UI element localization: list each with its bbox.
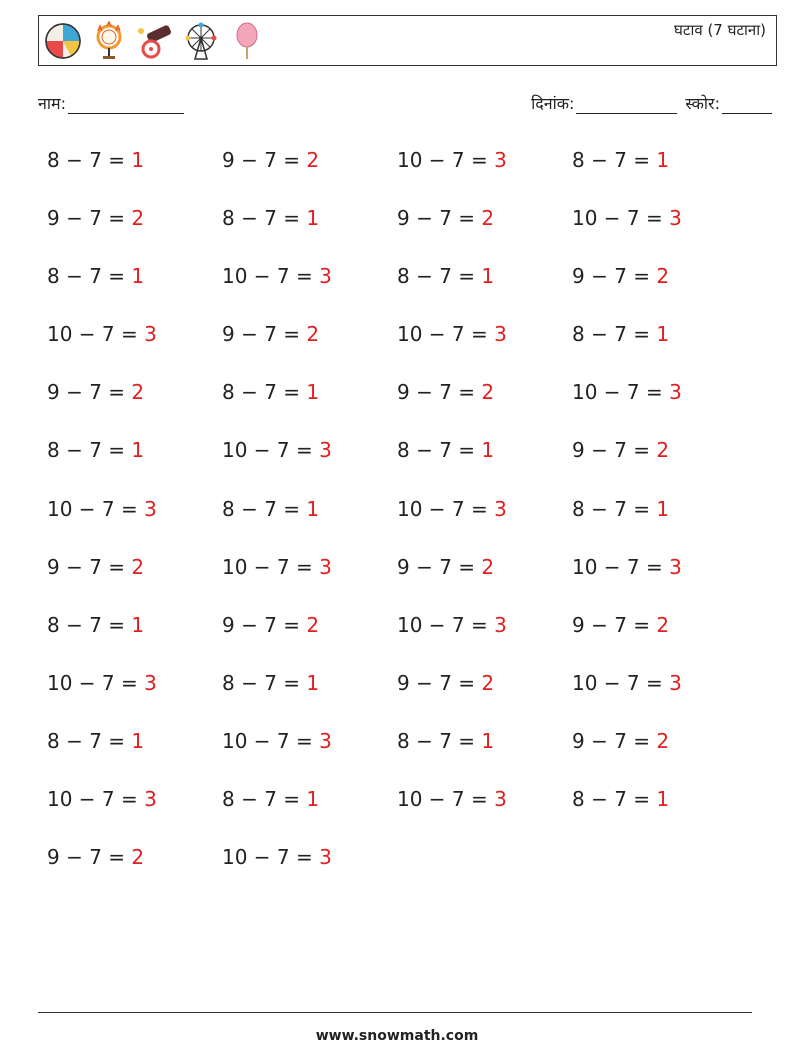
problem-item bbox=[572, 610, 747, 668]
problem-answer: 3 bbox=[144, 496, 157, 521]
problem-question: 10 − 7 = bbox=[397, 322, 488, 347]
problem-item bbox=[397, 726, 572, 784]
problem-item bbox=[47, 203, 222, 261]
ring-of-fire-icon bbox=[89, 21, 129, 61]
problem-item bbox=[222, 494, 397, 552]
problem-item bbox=[397, 261, 572, 319]
problem-question: 10 − 7 = bbox=[222, 438, 313, 463]
problem-item bbox=[47, 552, 222, 610]
problem-answer: 3 bbox=[669, 554, 682, 579]
cotton-candy-icon bbox=[227, 21, 267, 61]
problem-row bbox=[47, 552, 747, 610]
problem-item bbox=[397, 494, 572, 552]
problem-row bbox=[47, 494, 747, 552]
problem-answer: 1 bbox=[131, 438, 145, 463]
problem-answer: 2 bbox=[131, 380, 145, 405]
problem-question: 10 − 7 = bbox=[47, 322, 138, 347]
problem-item bbox=[572, 203, 747, 261]
problem-answer: 3 bbox=[144, 787, 157, 812]
problem-question: 10 − 7 = bbox=[572, 670, 663, 695]
problem-answer: 1 bbox=[481, 438, 495, 463]
problem-grid bbox=[47, 145, 747, 900]
problem-answer: 3 bbox=[669, 380, 682, 405]
problem-row bbox=[47, 377, 747, 435]
problem-item bbox=[572, 726, 747, 784]
footer-divider bbox=[38, 1012, 752, 1013]
problem-answer: 1 bbox=[306, 787, 320, 812]
problem-item bbox=[572, 319, 747, 377]
problem-answer: 3 bbox=[669, 670, 682, 695]
problem-question: 9 − 7 = bbox=[47, 554, 126, 579]
problem-item bbox=[397, 552, 572, 610]
problem-answer: 3 bbox=[669, 206, 682, 231]
date-blank[interactable] bbox=[576, 97, 677, 114]
problem-item bbox=[572, 494, 747, 552]
problem-item bbox=[222, 610, 397, 668]
problem-question: 9 − 7 = bbox=[572, 438, 651, 463]
problem-question: 8 − 7 = bbox=[47, 264, 126, 289]
problem-item bbox=[47, 726, 222, 784]
problem-question: 10 − 7 = bbox=[222, 264, 313, 289]
problem-question: 9 − 7 = bbox=[397, 670, 476, 695]
problem-answer: 2 bbox=[306, 322, 320, 347]
problem-answer: 2 bbox=[481, 380, 495, 405]
problem-item bbox=[572, 784, 747, 842]
problem-question: 10 − 7 = bbox=[47, 787, 138, 812]
problem-item bbox=[572, 261, 747, 319]
problem-answer: 1 bbox=[656, 787, 670, 812]
problem-question: 8 − 7 = bbox=[572, 148, 651, 172]
problem-question: 8 − 7 = bbox=[397, 264, 476, 289]
problem-answer: 2 bbox=[131, 554, 145, 579]
problem-item bbox=[47, 610, 222, 668]
problem-item bbox=[222, 261, 397, 319]
student-info-row bbox=[38, 92, 772, 116]
problem-answer: 2 bbox=[656, 612, 670, 637]
date-label: दिनांक: bbox=[531, 94, 575, 113]
problem-answer: 1 bbox=[131, 612, 145, 637]
problem-question: 9 − 7 = bbox=[397, 380, 476, 405]
problem-question: 8 − 7 = bbox=[222, 670, 301, 695]
problem-question: 8 − 7 = bbox=[222, 787, 301, 812]
problem-item bbox=[397, 668, 572, 726]
problem-item bbox=[222, 726, 397, 784]
problem-question: 10 − 7 = bbox=[222, 728, 313, 753]
problem-answer: 3 bbox=[319, 264, 332, 289]
problem-answer: 1 bbox=[131, 264, 145, 289]
problem-row bbox=[47, 261, 747, 319]
problem-answer: 3 bbox=[144, 322, 157, 347]
problem-answer: 1 bbox=[306, 206, 320, 231]
problem-question: 10 − 7 = bbox=[47, 670, 138, 695]
problem-question: 10 − 7 = bbox=[222, 554, 313, 579]
problem-answer: 2 bbox=[481, 554, 495, 579]
problem-question: 10 − 7 = bbox=[47, 496, 138, 521]
problem-item bbox=[47, 145, 222, 203]
problem-item bbox=[397, 435, 572, 493]
problem-item bbox=[47, 784, 222, 842]
cannon-icon bbox=[135, 21, 175, 61]
problem-item bbox=[222, 377, 397, 435]
problem-answer: 1 bbox=[306, 496, 320, 521]
problem-question: 8 − 7 = bbox=[222, 206, 301, 231]
problem-answer: 3 bbox=[494, 148, 507, 172]
problem-answer: 2 bbox=[306, 148, 320, 172]
problem-question: 8 − 7 = bbox=[572, 322, 651, 347]
problem-item bbox=[397, 145, 572, 203]
problem-answer: 2 bbox=[481, 670, 495, 695]
score-label: स्कोर: bbox=[685, 94, 720, 113]
problem-question: 8 − 7 = bbox=[47, 728, 126, 753]
problem-question: 9 − 7 = bbox=[47, 380, 126, 405]
problem-item bbox=[47, 668, 222, 726]
problem-answer: 3 bbox=[494, 612, 507, 637]
problem-question: 8 − 7 = bbox=[47, 612, 126, 637]
problem-question: 9 − 7 = bbox=[47, 845, 126, 870]
problem-item bbox=[397, 784, 572, 842]
problem-question: 10 − 7 = bbox=[397, 496, 488, 521]
problem-row bbox=[47, 203, 747, 261]
problem-item bbox=[47, 435, 222, 493]
name-blank[interactable] bbox=[68, 97, 184, 114]
name-label: नाम: bbox=[38, 94, 66, 113]
problem-item bbox=[572, 435, 747, 493]
problem-question: 9 − 7 = bbox=[572, 264, 651, 289]
problem-row bbox=[47, 784, 747, 842]
problem-row bbox=[47, 668, 747, 726]
problem-item bbox=[222, 435, 397, 493]
problem-item bbox=[47, 319, 222, 377]
problem-question: 10 − 7 = bbox=[397, 787, 488, 812]
problem-answer: 3 bbox=[494, 787, 507, 812]
problem-item bbox=[397, 377, 572, 435]
problem-answer: 3 bbox=[494, 496, 507, 521]
problem-question: 9 − 7 = bbox=[572, 612, 651, 637]
problem-item bbox=[572, 668, 747, 726]
problem-question: 9 − 7 = bbox=[222, 612, 301, 637]
problem-answer: 1 bbox=[481, 264, 495, 289]
problem-item bbox=[572, 552, 747, 610]
score-blank[interactable] bbox=[722, 97, 772, 114]
problem-answer: 2 bbox=[481, 206, 495, 231]
problem-item bbox=[397, 610, 572, 668]
problem-question: 10 − 7 = bbox=[397, 612, 488, 637]
problem-question: 8 − 7 = bbox=[572, 496, 651, 521]
problem-item bbox=[222, 842, 397, 900]
problem-item bbox=[397, 203, 572, 261]
problem-row bbox=[47, 726, 747, 784]
problem-question: 10 − 7 = bbox=[222, 845, 313, 870]
problem-item bbox=[222, 319, 397, 377]
problem-row bbox=[47, 610, 747, 668]
date-score-fields bbox=[531, 92, 772, 114]
problem-question: 8 − 7 = bbox=[397, 438, 476, 463]
problem-item bbox=[47, 494, 222, 552]
problem-item bbox=[47, 377, 222, 435]
problem-question: 9 − 7 = bbox=[222, 322, 301, 347]
icon-strip bbox=[43, 20, 267, 62]
beach-ball-icon bbox=[43, 21, 83, 61]
problem-answer: 3 bbox=[494, 322, 507, 347]
problem-answer: 3 bbox=[144, 670, 157, 695]
problem-answer: 1 bbox=[131, 148, 145, 172]
problem-answer: 2 bbox=[306, 612, 320, 637]
problem-row bbox=[47, 435, 747, 493]
problem-item bbox=[222, 145, 397, 203]
problem-question: 9 − 7 = bbox=[397, 554, 476, 579]
problem-answer: 2 bbox=[656, 728, 670, 753]
problem-answer: 3 bbox=[319, 554, 332, 579]
problem-question: 10 − 7 = bbox=[572, 554, 663, 579]
problem-question: 8 − 7 = bbox=[47, 438, 126, 463]
ferris-wheel-icon bbox=[181, 21, 221, 61]
footer-url[interactable]: www.snowmath.com bbox=[315, 1028, 479, 1044]
problem-answer: 2 bbox=[131, 845, 145, 870]
problem-answer: 3 bbox=[319, 728, 332, 753]
problem-question: 8 − 7 = bbox=[572, 787, 651, 812]
problem-answer: 2 bbox=[656, 438, 670, 463]
problem-answer: 3 bbox=[319, 845, 332, 870]
problem-question: 8 − 7 = bbox=[397, 728, 476, 753]
problem-row bbox=[47, 319, 747, 377]
problem-answer: 1 bbox=[656, 496, 670, 521]
problem-answer: 1 bbox=[306, 380, 320, 405]
problem-question: 10 − 7 = bbox=[572, 380, 663, 405]
problem-row bbox=[47, 145, 747, 203]
problem-question: 9 − 7 = bbox=[572, 728, 651, 753]
problem-question: 8 − 7 = bbox=[222, 496, 301, 521]
problem-item bbox=[572, 145, 747, 203]
problem-item bbox=[572, 377, 747, 435]
problem-item bbox=[47, 842, 222, 900]
problem-question: 9 − 7 = bbox=[397, 206, 476, 231]
problem-item bbox=[47, 261, 222, 319]
problem-question: 9 − 7 = bbox=[222, 148, 301, 172]
worksheet-title: घटाव (7 घटाना) bbox=[674, 21, 766, 39]
problem-question: 9 − 7 = bbox=[47, 206, 126, 231]
problem-question: 8 − 7 = bbox=[47, 148, 126, 172]
problem-answer: 2 bbox=[656, 264, 670, 289]
problem-item bbox=[222, 203, 397, 261]
problem-question: 8 − 7 = bbox=[222, 380, 301, 405]
problem-answer: 3 bbox=[319, 438, 332, 463]
problem-item bbox=[222, 552, 397, 610]
name-field[interactable] bbox=[38, 92, 184, 114]
problem-answer: 1 bbox=[481, 728, 495, 753]
problem-item bbox=[397, 319, 572, 377]
problem-answer: 1 bbox=[306, 670, 320, 695]
problem-row bbox=[47, 842, 747, 900]
problem-question: 10 − 7 = bbox=[397, 148, 488, 172]
worksheet-header bbox=[38, 15, 777, 66]
problem-item bbox=[222, 668, 397, 726]
problem-answer: 1 bbox=[656, 322, 670, 347]
problem-answer: 1 bbox=[656, 148, 670, 172]
problem-item bbox=[222, 784, 397, 842]
problem-question: 10 − 7 = bbox=[572, 206, 663, 231]
problem-answer: 2 bbox=[131, 206, 145, 231]
problem-answer: 1 bbox=[131, 728, 145, 753]
